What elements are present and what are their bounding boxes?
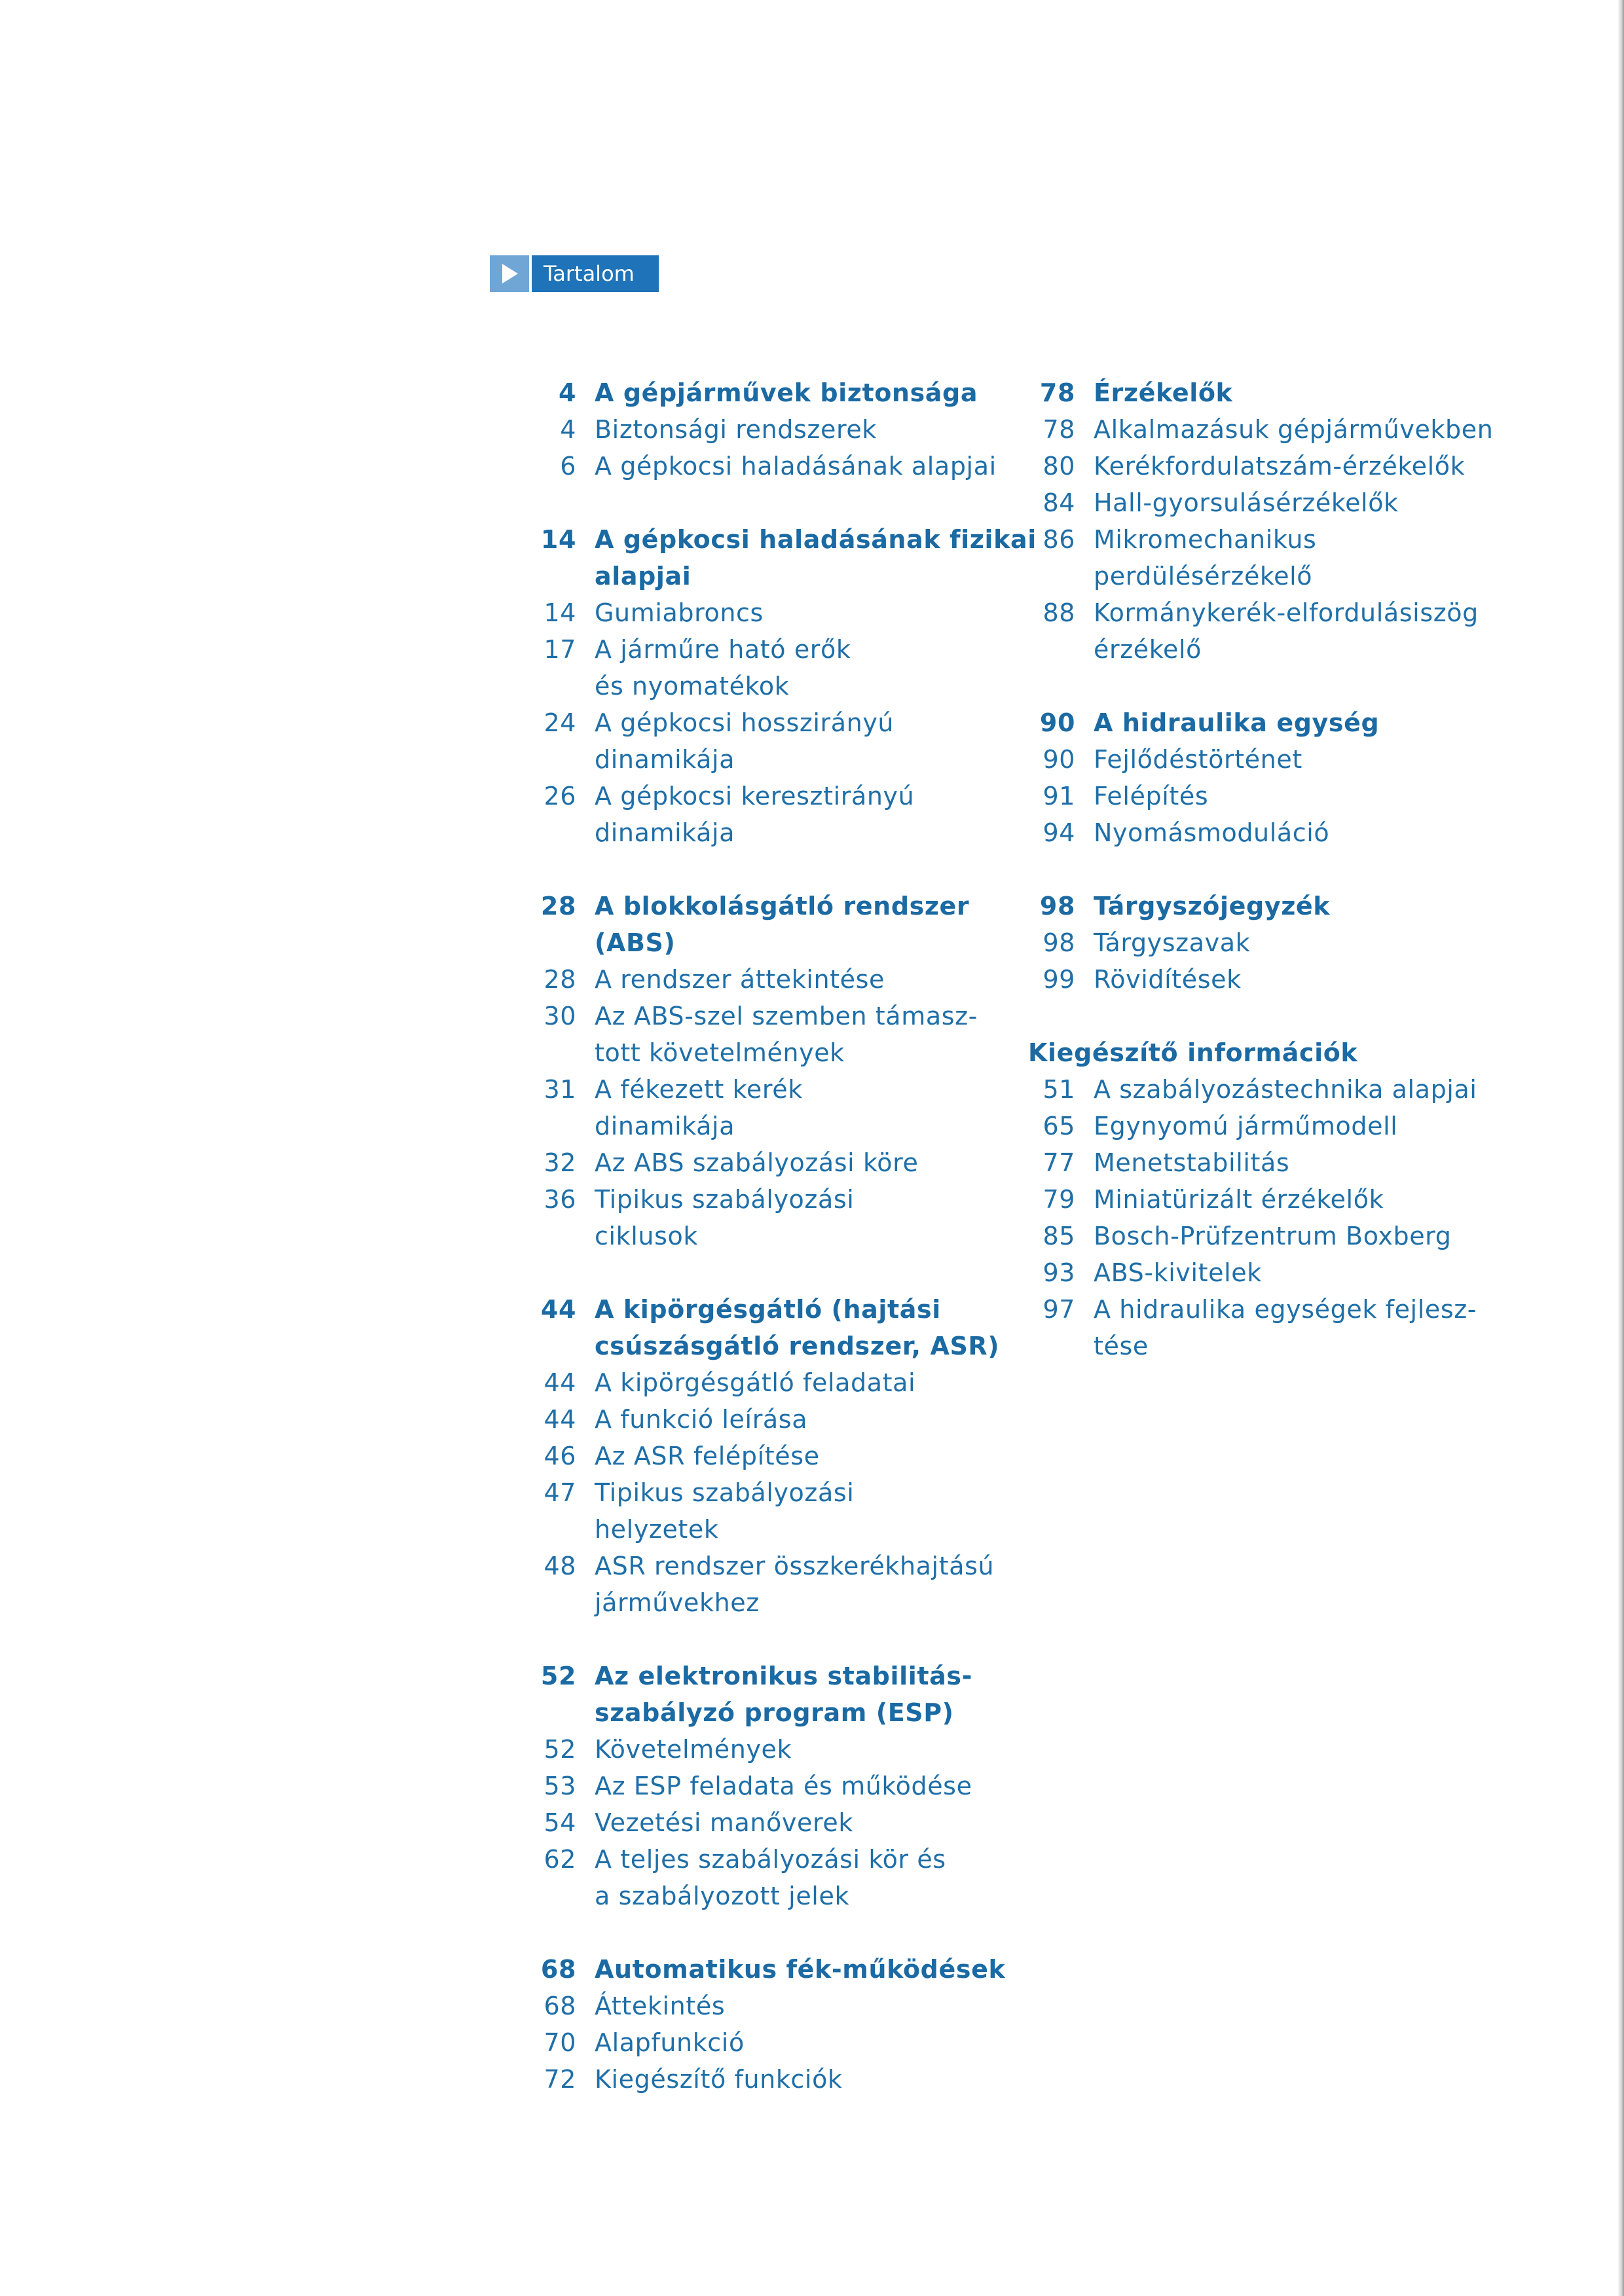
toc-page-number: 51 <box>1043 1075 1075 1104</box>
toc-page-number: 68 <box>540 1955 576 1984</box>
toc-entry-title: Menetstabilitás <box>1094 1148 1290 1177</box>
toc-page-number: 6 <box>560 452 576 481</box>
section-header-tab <box>490 255 659 292</box>
toc-entry[interactable] <box>524 1804 1126 1841</box>
toc-page-number: 4 <box>560 415 576 444</box>
toc-entry[interactable] <box>524 1988 1126 2024</box>
toc-chapter-entry[interactable] <box>1023 1034 1624 1071</box>
toc-entry-title: A szabályozástechnika alapjai <box>1094 1075 1477 1104</box>
toc-page-number: 77 <box>1043 1148 1075 1177</box>
toc-page-number: 97 <box>1043 1295 1075 1324</box>
toc-entry[interactable] <box>1023 924 1624 961</box>
toc-page-number: 30 <box>544 1002 576 1030</box>
toc-entry-title: Egynyomú járműmodell <box>1094 1112 1398 1140</box>
toc-entry-title: Az ABS szabályozási köre <box>595 1148 919 1177</box>
toc-entry[interactable] <box>524 2061 1126 2098</box>
toc-entry-title: Követelmények <box>595 1735 792 1764</box>
toc-entry-title: Mikromechanikus perdülésérzékelő <box>1094 525 1317 591</box>
toc-entry-title: Az ABS-szel szemben támasz- tott követelmények <box>595 1002 978 1067</box>
toc-entry[interactable] <box>1023 448 1624 484</box>
toc-entry-title: Tipikus szabályozási helyzetek <box>595 1478 855 1544</box>
toc-group <box>1023 1034 1624 1364</box>
toc-page-number: 44 <box>540 1295 576 1324</box>
toc-entry[interactable] <box>524 1438 1126 1474</box>
toc-chapter-entry[interactable] <box>524 1951 1126 1988</box>
toc-page-number: 17 <box>544 635 576 664</box>
toc-entry-title: A teljes szabályozási kör és a szabályozott jelek <box>595 1845 946 1910</box>
toc-entry[interactable] <box>524 1841 1126 1914</box>
toc-page-number: 31 <box>544 1075 576 1104</box>
toc-entry-title: ABS-kivitelek <box>1094 1258 1262 1287</box>
toc-entry-title: A funkció leírása <box>595 1405 808 1434</box>
toc-page-number: 86 <box>1043 525 1075 554</box>
toc-entry[interactable] <box>1023 1071 1624 1108</box>
toc-entry-title: Fejlődéstörténet <box>1094 745 1302 774</box>
toc-entry-title: Bosch-Prüfzentrum Boxberg <box>1094 1222 1452 1250</box>
toc-page-number: 4 <box>558 378 576 407</box>
toc-page-number: 70 <box>544 2028 576 2057</box>
toc-entry-title: A rendszer áttekintése <box>595 965 885 994</box>
toc-page-number: 36 <box>544 1185 576 1214</box>
toc-page-number: 94 <box>1043 818 1075 847</box>
toc-entry-title: A gépkocsi keresztirányú dinamikája <box>595 782 915 847</box>
toc-entry[interactable] <box>1023 814 1624 851</box>
toc-entry-title: Kormánykerék-elfordulásiszög érzékelő <box>1094 598 1479 664</box>
toc-page-number: 26 <box>544 782 576 811</box>
toc-entry-title: A gépkocsi haladásának alapjai <box>595 452 997 481</box>
toc-entry-title: Gumiabroncs <box>595 598 764 627</box>
toc-page-number: 44 <box>544 1368 576 1397</box>
toc-entry-title: Miniatürizált érzékelők <box>1094 1185 1384 1214</box>
toc-entry-title: Érzékelők <box>1094 378 1233 407</box>
toc-page-number: 98 <box>1039 892 1075 920</box>
toc-entry-title: Automatikus fék-működések <box>595 1955 1006 1984</box>
toc-page-number: 65 <box>1043 1112 1075 1140</box>
toc-entry[interactable] <box>1023 521 1624 594</box>
toc-entry-title: A hidraulika egység <box>1094 708 1380 737</box>
toc-entry[interactable] <box>1023 1181 1624 1218</box>
toc-entry[interactable] <box>1023 411 1624 448</box>
toc-entry-title: Áttekintés <box>595 1992 726 2020</box>
toc-group <box>1023 888 1624 998</box>
toc-page-number: 44 <box>544 1405 576 1434</box>
toc-group <box>1023 374 1624 668</box>
toc-page-number: 28 <box>544 965 576 994</box>
toc-entry[interactable] <box>1023 1218 1624 1254</box>
toc-page-number: 79 <box>1043 1185 1075 1214</box>
toc-entry-title: A gépkocsi haladásának fizikai alapjai <box>595 525 1037 591</box>
toc-entry-title: Az ESP feladata és működése <box>595 1772 972 1800</box>
toc-entry-title: A kipörgésgátló feladatai <box>595 1368 916 1397</box>
toc-page-number: 99 <box>1043 965 1075 994</box>
toc-page-number: 47 <box>544 1478 576 1507</box>
toc-entry-title: Az elektronikus stabilitás- szabályzó program (ESP) <box>595 1662 972 1727</box>
toc-entry-title: Biztonsági rendszerek <box>595 415 877 444</box>
toc-entry[interactable] <box>1023 741 1624 778</box>
toc-entry-title: A gépjárművek biztonsága <box>595 378 978 407</box>
toc-entry[interactable] <box>524 1401 1126 1438</box>
toc-page-number: 62 <box>544 1845 576 1874</box>
toc-page-number: 46 <box>544 1442 576 1470</box>
toc-entry[interactable] <box>1023 778 1624 814</box>
toc-page-number: 54 <box>544 1808 576 1837</box>
toc-page-number: 14 <box>544 598 576 627</box>
toc-page-number: 98 <box>1043 928 1075 957</box>
toc-entry[interactable] <box>1023 1291 1624 1364</box>
toc-entry-title: Felépítés <box>1094 782 1209 811</box>
toc-group <box>1023 704 1624 851</box>
toc-group <box>524 1951 1126 2098</box>
toc-entry-title: Tipikus szabályozási ciklusok <box>595 1185 855 1250</box>
toc-entry[interactable] <box>1023 1254 1624 1291</box>
toc-entry[interactable] <box>524 1548 1126 1621</box>
toc-page-number: 90 <box>1039 708 1075 737</box>
toc-page-number: 68 <box>544 1992 576 2020</box>
toc-entry[interactable] <box>1023 1108 1624 1144</box>
toc-entry[interactable] <box>524 2024 1126 2061</box>
toc-entry-title: A gépkocsi hosszirányú dinamikája <box>595 708 895 774</box>
toc-entry-title: Kerékfordulatszám-érzékelők <box>1094 452 1466 481</box>
toc-entry-title: A fékezett kerék dinamikája <box>595 1075 803 1140</box>
toc-page-number: 52 <box>544 1735 576 1764</box>
toc-entry[interactable] <box>1023 961 1624 998</box>
toc-page-number: 78 <box>1039 378 1075 407</box>
toc-entry-title: A kipörgésgátló (hajtási csúszásgátló rendszer, ASR) <box>595 1295 1000 1360</box>
toc-right-column <box>1023 374 1624 1401</box>
toc-chapter-entry[interactable] <box>524 1658 1126 1731</box>
toc-entry-title: Rövidítések <box>1094 965 1242 994</box>
toc-page-number: 24 <box>544 708 576 737</box>
toc-page-number: 53 <box>544 1772 576 1800</box>
toc-entry-title: Kiegészítő funkciók <box>595 2065 843 2094</box>
toc-entry-title: Alapfunkció <box>595 2028 745 2057</box>
toc-entry[interactable] <box>524 1474 1126 1548</box>
toc-entry-title: Az ASR felépítése <box>595 1442 820 1470</box>
toc-entry-title: Tárgyszavak <box>1094 928 1251 957</box>
toc-entry-title: A blokkolásgátló rendszer (ABS) <box>595 892 970 957</box>
toc-entry[interactable] <box>524 1768 1126 1804</box>
toc-group <box>524 1658 1126 1914</box>
toc-entry-title: Tárgyszójegyzék <box>1094 892 1331 920</box>
toc-page-number: 80 <box>1043 452 1075 481</box>
toc-chapter-entry[interactable] <box>1023 374 1624 411</box>
toc-entry-title: A járműre ható erők és nyomatékok <box>595 635 851 701</box>
toc-page-number: 84 <box>1043 488 1075 517</box>
toc-page-number: 28 <box>540 892 576 920</box>
play-arrow-icon <box>490 255 529 292</box>
toc-entry-title: Nyomásmoduláció <box>1094 818 1330 847</box>
toc-page-number: 48 <box>544 1552 576 1580</box>
toc-entry-title: Kiegészítő információk <box>1028 1038 1358 1067</box>
toc-entry[interactable] <box>1023 594 1624 668</box>
toc-page-number: 88 <box>1043 598 1075 627</box>
toc-page-number: 91 <box>1043 782 1075 811</box>
toc-chapter-entry[interactable] <box>1023 704 1624 741</box>
toc-entry-title: ASR rendszer összkerékhajtású járművekhez <box>595 1552 995 1617</box>
toc-entry-title: Vezetési manőverek <box>595 1808 853 1837</box>
toc-page-number: 85 <box>1043 1222 1075 1250</box>
section-header-label: Tartalom <box>532 255 659 292</box>
toc-entry[interactable] <box>1023 1144 1624 1181</box>
toc-page-number: 93 <box>1043 1258 1075 1287</box>
toc-entry[interactable] <box>524 1731 1126 1768</box>
toc-entry-title: Alkalmazásuk gépjárművekben <box>1094 415 1494 444</box>
toc-page-number: 52 <box>540 1662 576 1690</box>
toc-page-number: 78 <box>1043 415 1075 444</box>
toc-chapter-entry[interactable] <box>1023 888 1624 924</box>
toc-entry[interactable] <box>1023 484 1624 521</box>
toc-page-number: 32 <box>544 1148 576 1177</box>
toc-page-number: 14 <box>540 525 576 554</box>
toc-page-number: 90 <box>1043 745 1075 774</box>
toc-page-number: 72 <box>544 2065 576 2094</box>
toc-entry-title: Hall-gyorsulásérzékelők <box>1094 488 1399 517</box>
toc-entry-title: A hidraulika egységek fejlesz- tése <box>1094 1295 1477 1360</box>
